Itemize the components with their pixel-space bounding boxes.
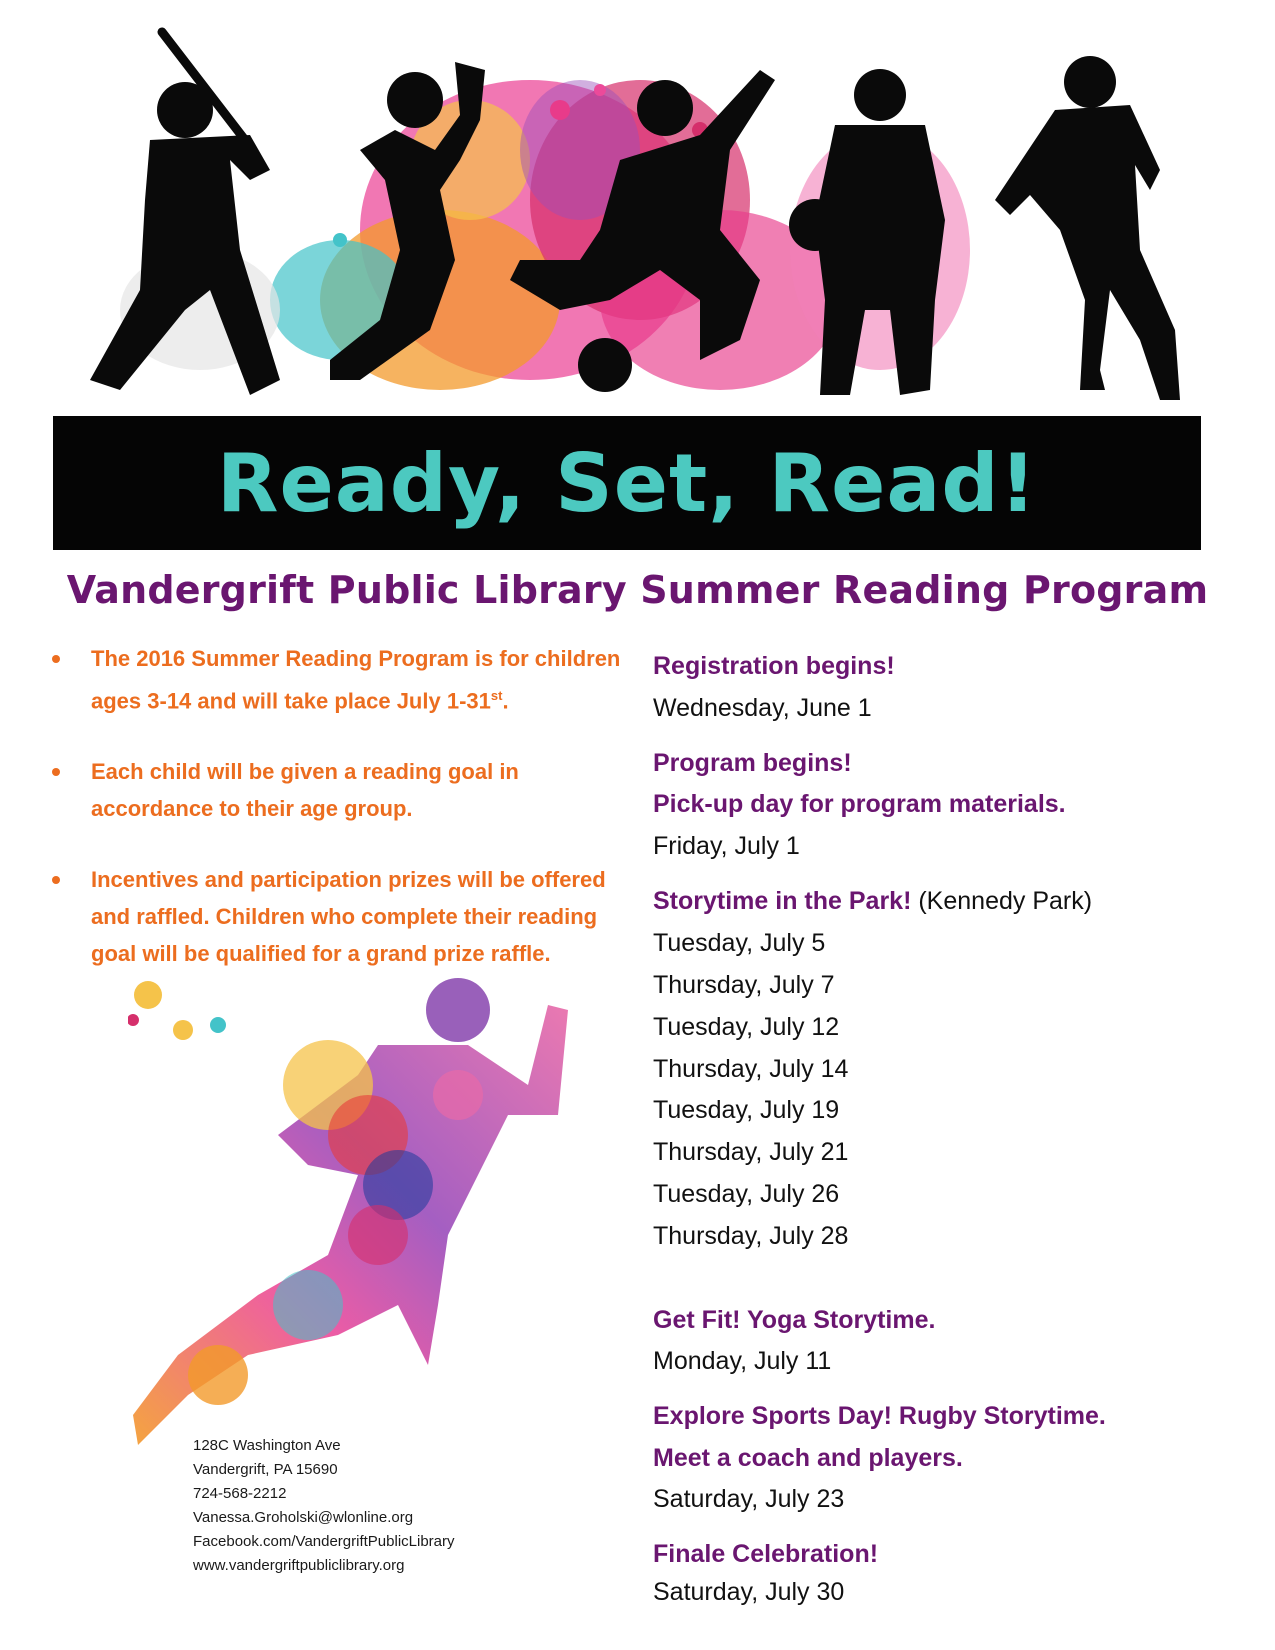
storytime-date: Tuesday, July 12	[653, 1013, 840, 1041]
facebook-link: Facebook.com/VandergriftPublicLibrary	[193, 1533, 455, 1550]
storytime-location: (Kennedy Park)	[918, 887, 1093, 915]
list-item-line: The 2016 Summer Reading Program is for children	[91, 646, 621, 671]
street-address: 128C Washington Ave	[193, 1437, 341, 1454]
registration-date: Wednesday, June 1	[653, 694, 872, 722]
storytime-heading	[653, 886, 1092, 916]
bullet-icon	[52, 876, 60, 884]
list-item	[52, 640, 622, 719]
registration-title: Registration begins!	[653, 652, 895, 680]
hero-sports-silhouettes-illustration	[0, 0, 1275, 420]
program-begins-date: Friday, July 1	[653, 832, 800, 860]
city-state-zip: Vandergrift, PA 15690	[193, 1461, 338, 1478]
contact-info	[193, 1434, 455, 1578]
storytime-date: Thursday, July 21	[653, 1138, 849, 1166]
list-item	[52, 753, 622, 827]
title-banner	[53, 416, 1201, 550]
finale-date: Saturday, July 30	[653, 1578, 845, 1606]
phone-number: 724-568-2212	[193, 1485, 287, 1502]
list-item-line: Each child will be given a reading goal in	[91, 759, 519, 785]
list-item-line: ages 3-14 and will take place July 1-31	[91, 688, 491, 714]
list-item-line: and raffled. Children who complete their reading	[91, 904, 598, 930]
runner-figure	[128, 978, 568, 1445]
storytime-date: Thursday, July 28	[653, 1222, 849, 1250]
rugby-subtitle: Meet a coach and players.	[653, 1444, 963, 1472]
storytime-date: Thursday, July 14	[653, 1055, 849, 1083]
storytime-date: Thursday, July 7	[653, 971, 835, 999]
program-pickup-subtitle: Pick-up day for program materials.	[653, 790, 1066, 818]
list-item-line: goal will be qualified for a grand prize raffle.	[91, 941, 551, 967]
storytime-date: Tuesday, July 5	[653, 929, 826, 957]
superscript: st	[490, 688, 503, 703]
rugby-date: Saturday, July 23	[653, 1485, 845, 1513]
storytime-title: Storytime in the Park!	[653, 887, 912, 915]
watercolor-runner-illustration	[128, 975, 598, 1495]
bullet-icon	[52, 768, 60, 776]
list-item	[52, 861, 622, 972]
yoga-date: Monday, July 11	[653, 1347, 832, 1375]
list-item-line: accordance to their age group.	[91, 796, 413, 822]
banner-title: Ready, Set, Read!	[216, 436, 1038, 530]
program-begins-title: Program begins!	[653, 749, 852, 777]
storytime-date: Tuesday, July 19	[653, 1096, 840, 1124]
finale-title: Finale Celebration!	[653, 1540, 879, 1568]
storytime-date: Tuesday, July 26	[653, 1180, 840, 1208]
yoga-title: Get Fit! Yoga Storytime.	[653, 1306, 936, 1334]
email-address: Vanessa.Groholski@wlonline.org	[193, 1509, 414, 1526]
rugby-title: Explore Sports Day! Rugby Storytime.	[653, 1402, 1106, 1430]
bullet-icon	[52, 655, 60, 663]
website-link: www.vandergriftpubliclibrary.org	[193, 1557, 405, 1574]
runner-silhouette	[995, 56, 1180, 400]
program-info-list	[52, 640, 622, 1006]
list-item-line: Incentives and participation prizes will be offered	[91, 867, 606, 893]
program-heading: Vandergrift Public Library Summer Reading Program	[66, 568, 1209, 612]
list-item-tail: .	[502, 688, 509, 714]
